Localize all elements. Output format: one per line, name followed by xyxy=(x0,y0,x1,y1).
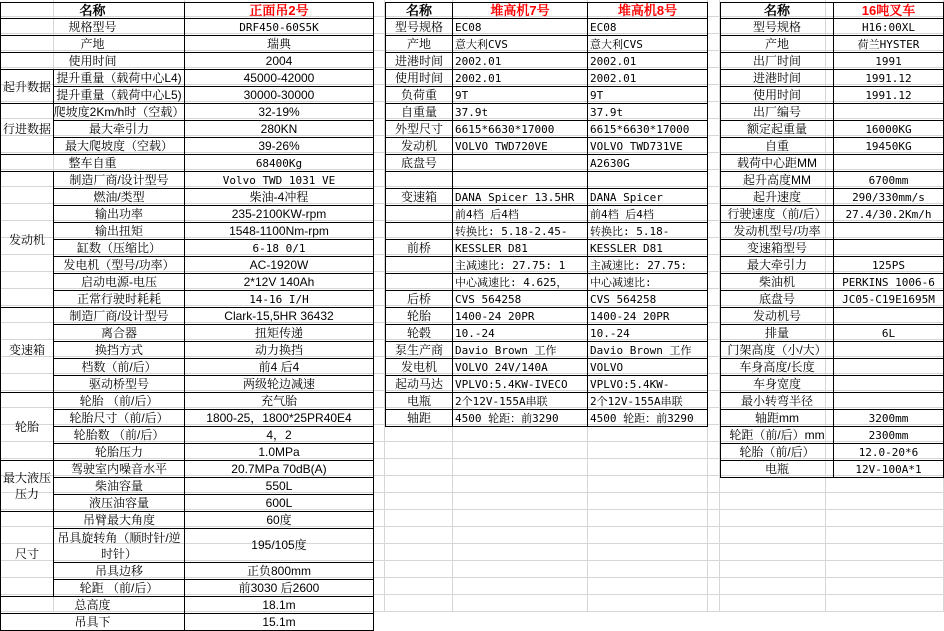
empty-cell[interactable] xyxy=(708,136,720,153)
empty-cell[interactable] xyxy=(588,510,708,527)
spec-label[interactable]: 型号规格 xyxy=(720,19,834,36)
header-name[interactable]: 名称 xyxy=(0,2,185,19)
empty-cell[interactable] xyxy=(588,442,708,459)
spec-value[interactable] xyxy=(834,393,944,410)
spec-label[interactable]: 吊具下 xyxy=(0,614,185,631)
spec-value[interactable]: 550L xyxy=(185,478,374,495)
spec-value[interactable]: VOLVO TWD731VE xyxy=(588,138,708,155)
empty-cell[interactable] xyxy=(708,340,720,357)
spec-value[interactable] xyxy=(834,240,944,257)
spec-value[interactable]: 1991.12 xyxy=(834,87,944,104)
empty-cell[interactable] xyxy=(385,510,453,527)
spec-value[interactable]: 意大利CVS xyxy=(453,36,588,53)
header-name[interactable]: 名称 xyxy=(385,2,453,19)
header-forklift-16t[interactable]: 16吨叉车 xyxy=(834,2,944,19)
spec-value[interactable]: 4500 轮距：前3290 xyxy=(453,410,588,427)
spec-value[interactable]: AC-1920W xyxy=(185,257,374,274)
spec-value[interactable]: VOLVO xyxy=(588,359,708,376)
spec-label[interactable]: 产地 xyxy=(720,36,834,53)
spec-value[interactable]: 235-2100KW-rpm xyxy=(185,206,374,223)
empty-cell[interactable] xyxy=(708,34,720,51)
empty-cell[interactable] xyxy=(453,425,588,442)
spec-value[interactable]: 主减速比: 27.75: 1 xyxy=(453,257,588,274)
spec-label[interactable]: 发动机 xyxy=(385,138,453,155)
spec-value[interactable]: 2002.01 xyxy=(588,53,708,70)
spec-label[interactable]: 轮胎 （前/后） xyxy=(54,393,185,410)
spec-label[interactable]: 启动电源-电压 xyxy=(54,274,185,291)
empty-cell[interactable] xyxy=(826,595,944,612)
empty-cell[interactable] xyxy=(708,357,720,374)
spec-value[interactable]: 10.-24 xyxy=(453,325,588,342)
spec-label[interactable]: 产地 xyxy=(0,36,185,53)
spec-value[interactable]: EC08 xyxy=(588,19,708,36)
spec-label[interactable]: 最大牵引力 xyxy=(720,257,834,274)
empty-cell[interactable] xyxy=(708,272,720,289)
spec-value[interactable]: 瑞典 xyxy=(185,36,374,53)
spec-label[interactable]: 提升重量（载荷中心L4) xyxy=(54,70,185,87)
spec-label[interactable]: 最小转弯半径 xyxy=(720,393,834,410)
empty-cell[interactable] xyxy=(708,544,720,561)
spec-value[interactable]: 转换比: 5.18-2.45- xyxy=(453,223,588,240)
group-label[interactable]: 变速箱 xyxy=(0,308,54,393)
spec-value[interactable] xyxy=(834,155,944,172)
spec-label[interactable]: 吊具旋转角（顺时针/逆时针） xyxy=(54,529,185,563)
empty-cell[interactable] xyxy=(453,476,588,493)
spec-label[interactable]: 档数（前/后） xyxy=(54,359,185,376)
spec-value[interactable]: Davio Brown 工作 xyxy=(588,342,708,359)
empty-cell[interactable] xyxy=(708,391,720,408)
spec-value[interactable]: 扭矩传递 xyxy=(185,325,374,342)
spec-label[interactable] xyxy=(385,206,453,223)
spec-value[interactable]: 1800-25，1800*25PR40E4 xyxy=(185,410,374,427)
spec-label[interactable]: 出厂时间 xyxy=(720,53,834,70)
spec-value[interactable]: 2300mm xyxy=(834,427,944,444)
header-front-crane-2[interactable]: 正面吊2号 xyxy=(185,2,374,19)
empty-cell[interactable] xyxy=(588,476,708,493)
spec-label[interactable]: 轮胎（前/后） xyxy=(720,444,834,461)
spec-value[interactable]: 37.9t xyxy=(588,104,708,121)
spec-label[interactable]: 载荷中心距MM xyxy=(720,155,834,172)
empty-cell[interactable] xyxy=(720,561,826,578)
spec-value[interactable]: A2630G xyxy=(588,155,708,172)
empty-cell[interactable] xyxy=(708,493,720,510)
spec-label[interactable]: 吊具边移 xyxy=(54,563,185,580)
empty-cell[interactable] xyxy=(588,459,708,476)
spec-label[interactable]: 底盘号 xyxy=(385,155,453,172)
empty-cell[interactable] xyxy=(708,51,720,68)
spec-label[interactable] xyxy=(385,172,453,189)
spec-value[interactable]: 2002.01 xyxy=(453,53,588,70)
spec-value[interactable]: 18.1m xyxy=(185,597,374,614)
empty-cell[interactable] xyxy=(708,204,720,221)
empty-cell[interactable] xyxy=(453,510,588,527)
spec-value[interactable]: Clark-15,5HR 36432 xyxy=(185,308,374,325)
spec-value[interactable]: 6700mm xyxy=(834,172,944,189)
empty-cell[interactable] xyxy=(708,119,720,136)
spec-value[interactable]: H16:00XL xyxy=(834,19,944,36)
spec-label[interactable]: 额定起重量 xyxy=(720,121,834,138)
spec-value[interactable]: 两级轮边减速 xyxy=(185,376,374,393)
spec-value[interactable]: 前3030 后2600 xyxy=(185,580,374,597)
spec-value[interactable]: 中心减速比: 4.625， xyxy=(453,274,588,291)
spec-label[interactable]: 排量 xyxy=(720,325,834,342)
empty-cell[interactable] xyxy=(826,527,944,544)
spec-value[interactable]: 1548-1100Nm-rpm xyxy=(185,223,374,240)
spec-value[interactable]: 动力换挡 xyxy=(185,342,374,359)
spec-value[interactable]: KESSLER D81 xyxy=(588,240,708,257)
spec-label[interactable]: 负荷重 xyxy=(385,87,453,104)
group-label[interactable]: 轮胎 xyxy=(0,393,54,461)
spec-value[interactable] xyxy=(453,172,588,189)
spec-value[interactable]: 转换比: 5.18- xyxy=(588,223,708,240)
spec-value[interactable]: VPLVO:5.4KW-IVECO xyxy=(453,376,588,393)
spec-label[interactable]: 进港时间 xyxy=(385,53,453,70)
spec-value[interactable]: 主减速比: 27.75: xyxy=(588,257,708,274)
spec-value[interactable]: EC08 xyxy=(453,19,588,36)
spec-label[interactable]: 总高度 xyxy=(0,597,185,614)
spec-label[interactable]: 电瓶 xyxy=(720,461,834,478)
spec-value[interactable]: 1400-24 20PR xyxy=(588,308,708,325)
spec-value[interactable] xyxy=(834,308,944,325)
empty-cell[interactable] xyxy=(708,306,720,323)
spec-value[interactable]: 充气胎 xyxy=(185,393,374,410)
spec-value[interactable]: 12.0-20*6 xyxy=(834,444,944,461)
spec-value[interactable]: 1991.12 xyxy=(834,70,944,87)
spec-value[interactable]: 2004 xyxy=(185,53,374,70)
spec-label[interactable]: 后桥 xyxy=(385,291,453,308)
empty-cell[interactable] xyxy=(385,527,453,544)
spec-label[interactable]: 吊臂最大角度 xyxy=(54,512,185,529)
group-label[interactable]: 最大液压压力 xyxy=(0,461,54,512)
spec-value[interactable]: 6615*6630*17000 xyxy=(588,121,708,138)
spec-value[interactable]: 2个12V-155A串联 xyxy=(453,393,588,410)
spec-value[interactable]: 荷兰HYSTER xyxy=(834,36,944,53)
spec-value[interactable]: 12V-100A*1 xyxy=(834,461,944,478)
spec-value[interactable]: 195/105度 xyxy=(185,529,374,563)
empty-cell[interactable] xyxy=(708,0,720,17)
empty-cell[interactable] xyxy=(385,544,453,561)
empty-cell[interactable] xyxy=(385,595,453,612)
empty-cell[interactable] xyxy=(453,459,588,476)
empty-cell[interactable] xyxy=(385,493,453,510)
spec-label[interactable]: 起升高度MM xyxy=(720,172,834,189)
empty-cell[interactable] xyxy=(708,221,720,238)
spec-value[interactable]: 125PS xyxy=(834,257,944,274)
header-stacker-1[interactable]: 堆高机7号 xyxy=(453,2,588,19)
empty-cell[interactable] xyxy=(826,510,944,527)
spec-value[interactable]: 9T xyxy=(588,87,708,104)
empty-cell[interactable] xyxy=(453,561,588,578)
spec-value[interactable]: 16000KG xyxy=(834,121,944,138)
spec-label[interactable]: 轮毂 xyxy=(385,325,453,342)
spec-label[interactable]: 使用时间 xyxy=(0,53,185,70)
spec-label[interactable]: 变速箱 xyxy=(385,189,453,206)
spec-value[interactable]: 前4档 后4档 xyxy=(453,206,588,223)
spec-value[interactable]: VPLVO:5.4KW- xyxy=(588,376,708,393)
spec-label[interactable]: 轴距mm xyxy=(720,410,834,427)
empty-cell[interactable] xyxy=(708,527,720,544)
spec-value[interactable]: 280KN xyxy=(185,121,374,138)
spec-label[interactable]: 泵生产商 xyxy=(385,342,453,359)
spec-label[interactable]: 门架高度（小/大） xyxy=(720,342,834,359)
spec-value[interactable]: 前4 后4 xyxy=(185,359,374,376)
spec-label[interactable]: 变速箱型号 xyxy=(720,240,834,257)
spec-value[interactable]: 1.0MPa xyxy=(185,444,374,461)
empty-cell[interactable] xyxy=(708,442,720,459)
spec-value[interactable]: 14-16 I/H xyxy=(185,291,374,308)
empty-cell[interactable] xyxy=(385,442,453,459)
empty-cell[interactable] xyxy=(588,544,708,561)
spec-value[interactable]: 前4档 后4档 xyxy=(588,206,708,223)
group-label[interactable]: 行进数据 xyxy=(0,104,54,155)
group-label[interactable]: 发动机 xyxy=(0,172,54,308)
spec-label[interactable]: 使用时间 xyxy=(720,87,834,104)
empty-cell[interactable] xyxy=(453,595,588,612)
spec-label[interactable]: 产地 xyxy=(385,36,453,53)
spec-value[interactable] xyxy=(834,104,944,121)
empty-cell[interactable] xyxy=(720,544,826,561)
empty-cell[interactable] xyxy=(708,255,720,272)
spec-label[interactable]: 轮胎尺寸（前/后） xyxy=(54,410,185,427)
empty-cell[interactable] xyxy=(588,578,708,595)
empty-cell[interactable] xyxy=(708,425,720,442)
spec-label[interactable]: 换挡方式 xyxy=(54,342,185,359)
empty-cell[interactable] xyxy=(588,595,708,612)
empty-cell[interactable] xyxy=(708,323,720,340)
spec-value[interactable] xyxy=(834,342,944,359)
empty-cell[interactable] xyxy=(708,374,720,391)
spec-label[interactable]: 行驶速度（前/后） xyxy=(720,206,834,223)
spec-value[interactable]: 68400Kg xyxy=(185,155,374,172)
empty-cell[interactable] xyxy=(385,561,453,578)
spec-label[interactable]: 发动机号 xyxy=(720,308,834,325)
empty-cell[interactable] xyxy=(708,561,720,578)
spec-value[interactable]: 1400-24 20PR xyxy=(453,308,588,325)
spec-label[interactable]: 驾驶室内噪音水平 xyxy=(54,461,185,478)
empty-cell[interactable] xyxy=(826,493,944,510)
header-stacker-2[interactable]: 堆高机8号 xyxy=(588,2,708,19)
spec-label[interactable]: 驱动桥型号 xyxy=(54,376,185,393)
spec-value[interactable]: 正负800mm xyxy=(185,563,374,580)
spec-label[interactable]: 型号规格 xyxy=(385,19,453,36)
spec-label[interactable] xyxy=(385,223,453,240)
group-label[interactable]: 起升数据 xyxy=(0,70,54,104)
spec-value[interactable]: CVS 564258 xyxy=(588,291,708,308)
empty-cell[interactable] xyxy=(708,68,720,85)
empty-cell[interactable] xyxy=(588,425,708,442)
spec-label[interactable]: 轮胎 xyxy=(385,308,453,325)
spec-label[interactable]: 轮距（前/后）mm xyxy=(720,427,834,444)
empty-cell[interactable] xyxy=(708,510,720,527)
spec-label[interactable]: 正常行驶时耗耗 xyxy=(54,291,185,308)
spec-value[interactable]: 10.-24 xyxy=(588,325,708,342)
spec-value[interactable]: DANA Spicer 13.5HR xyxy=(453,189,588,206)
spec-value[interactable]: 意大利CVS xyxy=(588,36,708,53)
spec-value[interactable]: VOLVO 24V/140A xyxy=(453,359,588,376)
spec-label[interactable]: 发电机（型号/功率） xyxy=(54,257,185,274)
empty-cell[interactable] xyxy=(588,527,708,544)
empty-cell[interactable] xyxy=(453,544,588,561)
spec-value[interactable]: 2个12V-155A串联 xyxy=(588,393,708,410)
empty-cell[interactable] xyxy=(385,459,453,476)
spec-label[interactable]: 发电机 xyxy=(385,359,453,376)
empty-cell[interactable] xyxy=(826,578,944,595)
empty-cell[interactable] xyxy=(708,476,720,493)
spec-label[interactable]: 起升速度 xyxy=(720,189,834,206)
spec-value[interactable] xyxy=(834,376,944,393)
spec-label[interactable]: 燃油/类型 xyxy=(54,189,185,206)
spec-value[interactable]: 600L xyxy=(185,495,374,512)
spec-value[interactable]: 20.7MPa 70dB(A) xyxy=(185,461,374,478)
empty-cell[interactable] xyxy=(708,408,720,425)
spec-label[interactable]: 电瓶 xyxy=(385,393,453,410)
spec-value[interactable]: 中心减速比: xyxy=(588,274,708,291)
spec-label[interactable]: 输出功率 xyxy=(54,206,185,223)
spec-label[interactable]: 前桥 xyxy=(385,240,453,257)
spec-value[interactable]: 柴油-4冲程 xyxy=(185,189,374,206)
empty-cell[interactable] xyxy=(453,442,588,459)
spec-value[interactable]: 15.1m xyxy=(185,614,374,631)
header-name[interactable]: 名称 xyxy=(720,2,834,19)
empty-cell[interactable] xyxy=(385,425,453,442)
empty-cell[interactable] xyxy=(708,238,720,255)
empty-cell[interactable] xyxy=(708,578,720,595)
spec-label[interactable]: 轮胎数 （前/后） xyxy=(54,427,185,444)
spec-label[interactable]: 进港时间 xyxy=(720,70,834,87)
spec-value[interactable]: PERKINS 1006-6 xyxy=(834,274,944,291)
spec-label[interactable]: 出厂编号 xyxy=(720,104,834,121)
spec-value[interactable]: DANA Spicer xyxy=(588,189,708,206)
spec-label[interactable]: 离合器 xyxy=(54,325,185,342)
spec-label[interactable]: 柴油机 xyxy=(720,274,834,291)
spec-value[interactable]: 37.9t xyxy=(453,104,588,121)
spec-label[interactable]: 柴油容量 xyxy=(54,478,185,495)
spec-label[interactable] xyxy=(385,257,453,274)
empty-cell[interactable] xyxy=(588,561,708,578)
empty-cell[interactable] xyxy=(720,476,826,493)
empty-cell[interactable] xyxy=(708,187,720,204)
spec-label[interactable]: 底盘号 xyxy=(720,291,834,308)
empty-cell[interactable] xyxy=(385,578,453,595)
spec-value[interactable]: 6615*6630*17000 xyxy=(453,121,588,138)
spec-value[interactable]: 4500 轮距：前3290 xyxy=(588,410,708,427)
empty-cell[interactable] xyxy=(453,527,588,544)
spec-label[interactable]: 车身宽度 xyxy=(720,376,834,393)
empty-cell[interactable] xyxy=(708,459,720,476)
spec-value[interactable]: VOLVO TWD720VE xyxy=(453,138,588,155)
spec-label[interactable]: 发动机型号/功率 xyxy=(720,223,834,240)
spec-value[interactable]: 4，2 xyxy=(185,427,374,444)
spec-label[interactable]: 轮距 （前/后） xyxy=(54,580,185,597)
empty-cell[interactable] xyxy=(720,527,826,544)
spec-value[interactable]: Davio Brown 工作 xyxy=(453,342,588,359)
empty-cell[interactable] xyxy=(708,102,720,119)
empty-cell[interactable] xyxy=(588,493,708,510)
spec-value[interactable]: DRF450-60S5K xyxy=(185,19,374,36)
spec-label[interactable]: 规格型号 xyxy=(0,19,185,36)
empty-cell[interactable] xyxy=(453,493,588,510)
spec-value[interactable]: 32-19% xyxy=(185,104,374,121)
spec-value[interactable] xyxy=(588,172,708,189)
spec-label[interactable]: 液压油容量 xyxy=(54,495,185,512)
spec-value[interactable]: JC05-C19E1695M xyxy=(834,291,944,308)
empty-cell[interactable] xyxy=(720,510,826,527)
spec-label[interactable]: 爬坡度2Km/h时（空载） xyxy=(54,104,185,121)
spec-label[interactable]: 输出扭矩 xyxy=(54,223,185,240)
spec-value[interactable]: 1991 xyxy=(834,53,944,70)
empty-cell[interactable] xyxy=(708,153,720,170)
spec-value[interactable]: 27.4/30.2Km/h xyxy=(834,206,944,223)
spec-value[interactable]: Volvo TWD 1031 VE xyxy=(185,172,374,189)
spec-label[interactable]: 自重 xyxy=(720,138,834,155)
spec-label[interactable]: 自重量 xyxy=(385,104,453,121)
spec-value[interactable]: CVS 564258 xyxy=(453,291,588,308)
spec-label[interactable]: 最大牵引力 xyxy=(54,121,185,138)
empty-cell[interactable] xyxy=(720,578,826,595)
empty-cell[interactable] xyxy=(826,476,944,493)
empty-cell[interactable] xyxy=(708,595,720,612)
group-label[interactable]: 尺寸 xyxy=(0,512,54,597)
empty-cell[interactable] xyxy=(826,561,944,578)
empty-cell[interactable] xyxy=(708,289,720,306)
spec-value[interactable]: 6-18 0/1 xyxy=(185,240,374,257)
spec-value[interactable]: 2*12V 140Ah xyxy=(185,274,374,291)
spec-value[interactable]: 19450KG xyxy=(834,138,944,155)
spec-value[interactable]: 60度 xyxy=(185,512,374,529)
empty-cell[interactable] xyxy=(453,578,588,595)
spec-value[interactable] xyxy=(834,223,944,240)
spec-label[interactable]: 轴距 xyxy=(385,410,453,427)
empty-cell[interactable] xyxy=(720,493,826,510)
spec-value[interactable]: 6L xyxy=(834,325,944,342)
spec-value[interactable]: 30000-30000 xyxy=(185,87,374,104)
empty-cell[interactable] xyxy=(708,85,720,102)
spec-value[interactable]: 9T xyxy=(453,87,588,104)
spec-value[interactable]: 2002.01 xyxy=(453,70,588,87)
spec-value[interactable] xyxy=(834,359,944,376)
spec-label[interactable]: 外型尺寸 xyxy=(385,121,453,138)
spec-value[interactable]: 2002.01 xyxy=(588,70,708,87)
empty-cell[interactable] xyxy=(826,544,944,561)
spec-label[interactable]: 轮胎压力 xyxy=(54,444,185,461)
spec-label[interactable]: 起动马达 xyxy=(385,376,453,393)
spec-value[interactable]: 290/330mm/s xyxy=(834,189,944,206)
empty-cell[interactable] xyxy=(708,170,720,187)
spec-label[interactable]: 制造厂商/设计型号 xyxy=(54,308,185,325)
spec-label[interactable]: 车身高度/长度 xyxy=(720,359,834,376)
spec-label[interactable]: 提升重量（载荷中心L5) xyxy=(54,87,185,104)
spec-value[interactable]: 3200mm xyxy=(834,410,944,427)
spec-label[interactable]: 使用时间 xyxy=(385,70,453,87)
empty-cell[interactable] xyxy=(720,595,826,612)
spec-value[interactable]: 39-26% xyxy=(185,138,374,155)
spec-label[interactable]: 缸数（压缩比） xyxy=(54,240,185,257)
spec-value[interactable]: KESSLER D81 xyxy=(453,240,588,257)
empty-cell[interactable] xyxy=(708,17,720,34)
spec-label[interactable] xyxy=(385,274,453,291)
spec-value[interactable] xyxy=(453,155,588,172)
spec-value[interactable]: 45000-42000 xyxy=(185,70,374,87)
spec-label[interactable]: 制造厂商/设计型号 xyxy=(54,172,185,189)
spec-label[interactable]: 整车自重 xyxy=(0,155,185,172)
empty-cell[interactable] xyxy=(385,476,453,493)
spec-label[interactable]: 最大爬坡度（空载） xyxy=(54,138,185,155)
